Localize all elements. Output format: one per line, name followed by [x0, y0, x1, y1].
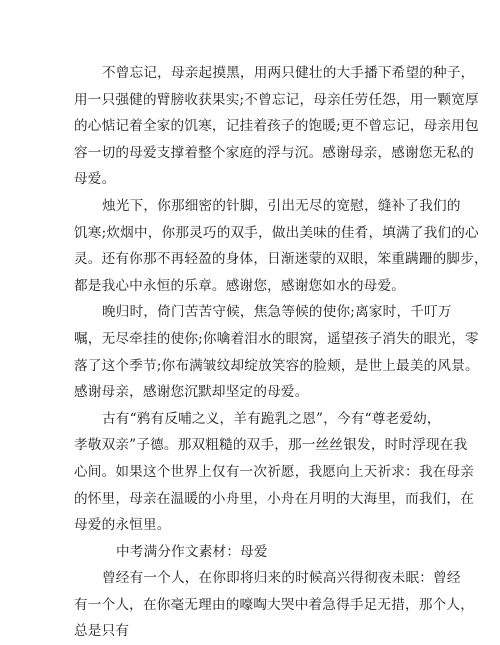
- paragraph-1-line-2: 用一只强健的臂膀收获果实;不曾忘记，母亲任劳任怨，用一颗宽厚: [74, 91, 479, 108]
- paragraph-3-line-4: 感谢母亲，感谢您沉默却坚定的母爱。: [74, 384, 309, 401]
- paragraph-2-line-3: 灵。还有你那不再轻盈的身体，日渐迷蒙的双眼，笨重蹒跚的脚步，: [74, 251, 488, 268]
- section-heading: 中考满分作文素材：母爱: [116, 543, 268, 560]
- paragraph-4-line-2: 孝敬双亲”子德。那双粗糙的双手，那一丝丝银发，时时浮现在我: [74, 437, 468, 454]
- paragraph-3-line-3: 落了这个季节;你布满皱纹却绽放笑容的脸颊，是世上最美的风景。: [74, 357, 479, 374]
- paragraph-5-line-2: 有一个人，在你毫无理由的嚎啕大哭中着急得手足无措，那个人，: [74, 596, 475, 613]
- paragraph-2-line-4: 都是我心中永恒的乐章。感谢您，感谢您如水的母爱。: [74, 277, 406, 294]
- paragraph-1-line-1: 不曾忘记，母亲起摸黑，用两只健壮的大手播下希望的种子，: [102, 65, 475, 81]
- document-body: [74, 60, 488, 645]
- paragraph-2-line-1: 烛光下，你那细密的针脚，引出无尽的宽慰，缝补了我们的: [102, 197, 461, 214]
- paragraph-4-line-4: 的怀里，母亲在温暖的小舟里，小舟在月明的大海里，而我们，在: [74, 490, 475, 507]
- paragraph-3-line-2: 嘱，无尽牵挂的使你;你噙着泪水的眼窝，遥望孩子消失的眼光，零: [74, 330, 479, 347]
- paragraph-4-line-5: 母爱的永恒里。: [74, 517, 171, 534]
- paragraph-4-line-1: 古有“鸦有反哺之义，羊有跪乳之恩”，今有“尊老爱幼，: [102, 410, 441, 427]
- paragraph-4-line-3: 心间。如果这个世界上仅有一次祈愿，我愿向上天祈求：我在母亲: [74, 463, 475, 480]
- paragraph-5-line-1: 曾经有一个人，在你即将归来的时候高兴得彻夜未眠：曾经: [102, 570, 461, 587]
- paragraph-1-line-3: 的心惦记着全家的饥寒，记挂着孩子的饱暖;更不曾忘记，母亲用包: [74, 118, 479, 135]
- paragraph-5-line-3: 总是只有: [74, 623, 130, 640]
- paragraph-2-line-2: 饥寒;炊烟中，你那灵巧的双手，做出美味的佳肴，填满了我们的心: [74, 224, 479, 241]
- paragraph-1-line-5: 母爱。: [74, 171, 116, 188]
- paragraph-3-line-1: 晚归时，倚门苦苦守候，焦急等候的使你;离家时，千叮万: [102, 304, 452, 321]
- paragraph-1-line-4: 容一切的母爱支撑着整个家庭的浮与沉。感谢母亲，感谢您无私的: [74, 144, 475, 161]
